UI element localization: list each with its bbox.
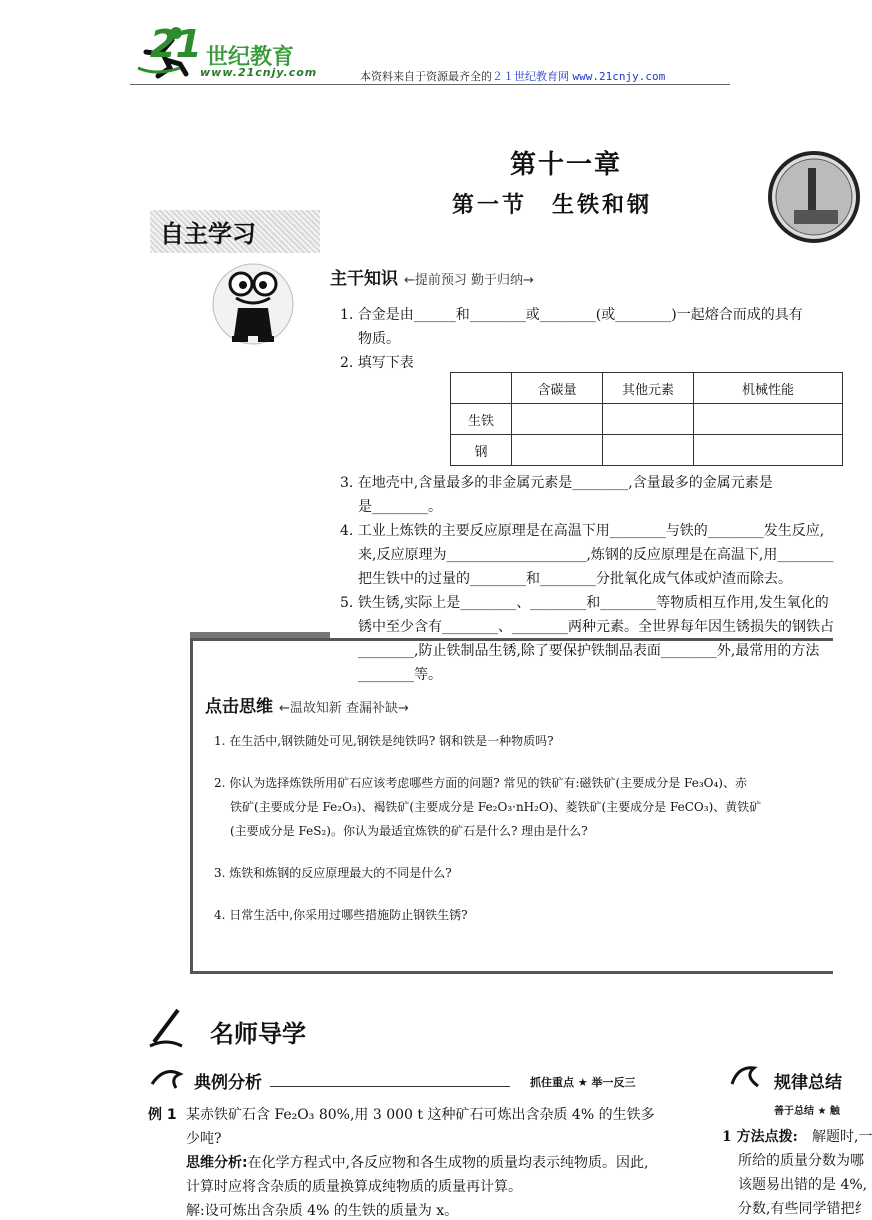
knowledge-line-1: 1. 合金是由______和________或________(或________)一起熔合而成的具有 bbox=[340, 307, 803, 323]
click-thinking-heading bbox=[205, 692, 409, 717]
example-label: 例 1 bbox=[148, 1107, 177, 1123]
knowledge-line-3: 2. 填写下表 bbox=[340, 355, 414, 371]
logo-text: 世纪教育 bbox=[206, 45, 295, 70]
table-cell[interactable] bbox=[603, 404, 694, 435]
knowledge-line-12: ________等。 bbox=[358, 667, 442, 683]
rule-heading: 规律总结 bbox=[774, 1073, 842, 1093]
main-knowledge-heading bbox=[330, 264, 534, 289]
logo-url: www.21cnjy.com bbox=[200, 66, 318, 79]
knowledge-line-7: 来,反应原理为____________________,炼钢的反应原理是在高温下,用________ bbox=[358, 547, 834, 563]
example-heading: 典例分析 bbox=[194, 1073, 262, 1093]
table-cell[interactable] bbox=[603, 435, 694, 466]
header-note-url[interactable]: www.21cnjy.com bbox=[572, 70, 666, 83]
knowledge-line-9: 5. 铁生锈,实际上是________、________和________等物质相互作用,发生氧化的 bbox=[340, 595, 829, 611]
table-header-empty bbox=[451, 373, 512, 404]
chapter-photo-seal bbox=[764, 150, 860, 244]
table-row-label-pig-iron: 生铁 bbox=[451, 404, 512, 435]
header-divider bbox=[130, 84, 730, 85]
rule-line-1: 解题时,一 bbox=[812, 1129, 872, 1145]
table-cell[interactable] bbox=[694, 435, 843, 466]
mascot-frog-icon bbox=[210, 262, 296, 346]
chapter-title: 第十一章 bbox=[510, 150, 623, 180]
knowledge-line-8: 把生铁中的过量的________和________分批氧化成气体或炉渣而除去。 bbox=[358, 571, 792, 587]
rule-line-2: 所给的质量分数为哪 bbox=[738, 1153, 864, 1169]
rule-icon bbox=[728, 1062, 768, 1092]
knowledge-line-10: 锈中至少含有________、________两种元素。全世界每年因生锈损失的钢铁占 bbox=[358, 619, 834, 635]
thinking-question-1: 1. 在生活中,钢铁随处可见,钢铁是纯铁吗? 钢和铁是一种物质吗? bbox=[214, 734, 554, 748]
analysis-label: 思维分析: bbox=[186, 1155, 248, 1171]
click-thinking-tag: ←温故知新 查漏补缺→ bbox=[279, 701, 409, 716]
thinking-question-2-cont-1: 铁矿(主要成分是 Fe₂O₃)、褐铁矿(主要成分是 Fe₂O₃·nH₂O)、菱铁矿(主要成分是 FeCO₃)、黄铁矿 bbox=[230, 800, 762, 814]
table-row-label-steel: 钢 bbox=[451, 435, 512, 466]
main-knowledge-title: 主干知识 bbox=[330, 269, 398, 289]
thinking-question-2-cont-2: (主要成分是 FeS₂)。你认为最适宜炼铁的矿石是什么? 理由是什么? bbox=[230, 824, 588, 838]
header-note bbox=[360, 68, 665, 84]
table-cell[interactable] bbox=[694, 404, 843, 435]
knowledge-line-4: 3. 在地壳中,含量最多的非金属元素是________,含量最多的金属元素是 bbox=[340, 475, 773, 491]
teacher-banner: 名师导学 bbox=[210, 1020, 306, 1048]
rule-line-3: 该题易出错的是 4%, bbox=[738, 1177, 868, 1193]
main-knowledge-tag: ←提前预习 勤于归纳→ bbox=[404, 273, 534, 288]
iron-steel-table bbox=[450, 372, 843, 466]
table-cell[interactable] bbox=[512, 404, 603, 435]
example-underline bbox=[270, 1086, 510, 1087]
header-note-brand[interactable]: ２１世纪教育网 bbox=[492, 70, 569, 83]
knowledge-line-6: 4. 工业上炼铁的主要反应原理是在高温下用________与铁的________发生反应, bbox=[340, 523, 825, 539]
table-cell[interactable] bbox=[512, 435, 603, 466]
example-line-2: 少吨? bbox=[186, 1131, 222, 1147]
example-icon bbox=[150, 1064, 190, 1092]
table-header-carbon: 含碳量 bbox=[512, 373, 603, 404]
table-header-mechanical: 机械性能 bbox=[694, 373, 843, 404]
self-study-banner: 自主学习 bbox=[150, 210, 320, 253]
rule-line-4: 分数,有些同学错把纟 bbox=[738, 1201, 869, 1217]
section-title: 第一节 生铁和钢 bbox=[452, 192, 653, 218]
teacher-pen-icon bbox=[148, 1002, 188, 1048]
logo-number: 21 bbox=[150, 22, 201, 66]
table-header-elements: 其他元素 bbox=[603, 373, 694, 404]
example-line-1: 某赤铁矿石含 Fe₂O₃ 80%,用 3 000 t 这种矿石可炼出含杂质 4% 的生铁多 bbox=[186, 1107, 655, 1123]
analysis-text-1: 在化学方程式中,各反应物和各生成物的质量均表示纯物质。因此, bbox=[247, 1155, 649, 1171]
rule-tag: 善于总结 ★ 触 bbox=[774, 1106, 840, 1117]
analysis-line-1 bbox=[186, 1152, 649, 1172]
solution-line: 解:设可炼出含杂质 4% 的生铁的质量为 x。 bbox=[186, 1203, 459, 1219]
thinking-question-4: 4. 日常生活中,你采用过哪些措施防止钢铁生锈? bbox=[214, 908, 468, 922]
knowledge-line-5: 是________。 bbox=[358, 499, 442, 515]
thinking-question-2: 2. 你认为选择炼铁所用矿石应该考虑哪些方面的问题? 常见的铁矿有:磁铁矿(主要成分是 Fe₃O₄)、赤 bbox=[214, 776, 747, 790]
example-tag: 抓住重点 ★ 举一反三 bbox=[530, 1076, 636, 1089]
analysis-line-2: 计算时应将含杂质的质量换算成纯物质的质量再计算。 bbox=[186, 1179, 522, 1195]
thinking-question-3: 3. 炼铁和炼钢的反应原理最大的不同是什么? bbox=[214, 866, 452, 880]
header-note-prefix: 本资料来自于资源最齐全的 bbox=[360, 70, 492, 83]
rule-label: 1 方法点拨: bbox=[722, 1129, 798, 1145]
knowledge-line-2: 物质。 bbox=[358, 331, 400, 347]
knowledge-line-11: ________,防止铁制品生锈,除了要保护铁制品表面________外,最常用的方法 bbox=[358, 643, 820, 659]
click-thinking-title: 点击思维 bbox=[205, 697, 273, 717]
